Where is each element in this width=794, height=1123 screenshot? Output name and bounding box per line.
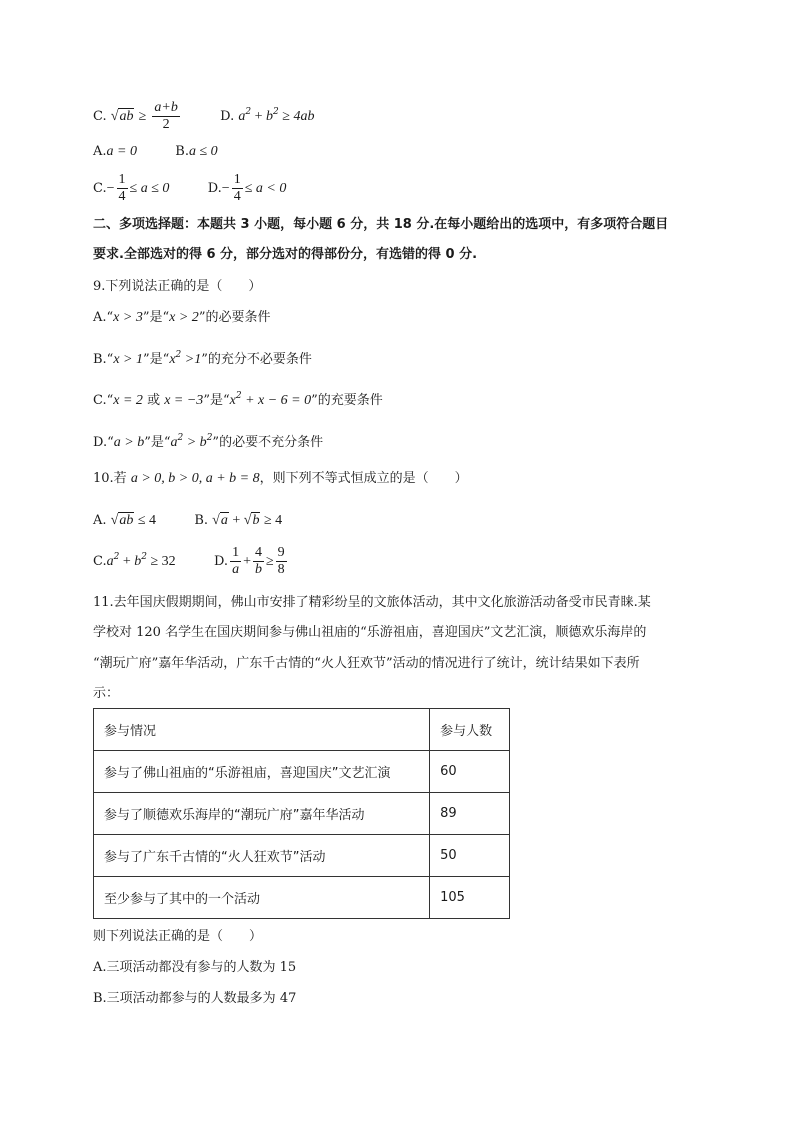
table-row bbox=[94, 877, 510, 919]
q11-option-a: A.三项活动都没有参与的人数为 15 bbox=[93, 960, 297, 975]
q11-question: 则下列说法正确的是（ ） bbox=[93, 929, 263, 944]
fraction-a-plus-b-over-2: $\frac{a+b}{2}$ bbox=[154, 100, 178, 132]
q9-option-a: A.“x > 3”是“x > 2”的必要条件 bbox=[93, 310, 271, 325]
q11-line4: 示： bbox=[93, 686, 120, 701]
table-cell: 60 bbox=[430, 751, 510, 793]
q9-option-d: D.“a > b”是“$a^2 > b^2$”的必要不充分条件 bbox=[93, 433, 324, 450]
table-header-cell: 参与人数 bbox=[430, 709, 510, 751]
table-cell: 参与了广东千古情的“火人狂欢节”活动 bbox=[94, 835, 430, 877]
fraction-1-over-4: $\frac{1}{4}$ bbox=[118, 172, 126, 204]
section-heading-line2: 要求.全部选对的得 6 分，部分选对的得部份分，有选错的得 0 分. bbox=[93, 247, 478, 262]
q11-line1: 11.去年国庆假期期间，佛山市安排了精彩纷呈的文旅体活动，其中文化旅游活动备受市民青睐.某 bbox=[93, 595, 651, 610]
participation-table bbox=[93, 708, 510, 919]
q8-options-cd: C. √ab ≥ $\frac{a+b}{2}$ D. $a^2 + b^2 \ge 4ab$ bbox=[93, 100, 315, 132]
table-cell: 至少参与了其中的一个活动 bbox=[94, 877, 430, 919]
fraction-9-over-8: $\frac{9}{8}$ bbox=[277, 545, 285, 577]
table-cell: 参与了佛山祖庙的“乐游祖庙，喜迎国庆”文艺汇演 bbox=[94, 751, 430, 793]
sqrt-b: √b bbox=[243, 513, 260, 528]
table-cell: 105 bbox=[430, 877, 510, 919]
q10-options-cd: $C.a^2 + b^2 \ge 32$ D. $\frac{1}{a}$ + $\frac{4}{b}$ ≥ $\frac{9}{8}$ bbox=[93, 545, 285, 577]
q11-option-b: B.三项活动都参与的人数最多为 47 bbox=[93, 991, 297, 1006]
table-cell: 89 bbox=[430, 793, 510, 835]
sqrt-ab: √ab bbox=[110, 109, 134, 124]
q10-stem: 10.若 a > 0, b > 0, a + b = 8，则下列不等式恒成立的是（ ） bbox=[93, 471, 468, 486]
table-row bbox=[94, 751, 510, 793]
table-row bbox=[94, 793, 510, 835]
q9-stem: 9.下列说法正确的是（ ） bbox=[93, 279, 262, 294]
table-row bbox=[94, 835, 510, 877]
sqrt-a: √a bbox=[212, 513, 228, 528]
prev-options-ab: A.a = 0 B.a ≤ 0 bbox=[93, 144, 218, 159]
table-cell: 参与了顺德欢乐海岸的“潮玩广府”嘉年华活动 bbox=[94, 793, 430, 835]
prev-options-cd: C.− $\frac{1}{4}$ ≤ a ≤ 0 D.− $\frac{1}{4}$ ≤ a < 0 bbox=[93, 172, 287, 204]
fraction-1-over-4: $\frac{1}{4}$ bbox=[233, 172, 241, 204]
q10-options-ab: A. √ab ≤ 4 B. √a + √b ≥ 4 bbox=[93, 513, 283, 528]
table-header-cell: 参与情况 bbox=[94, 709, 430, 751]
q11-line2: 学校对 120 名学生在国庆期间参与佛山祖庙的“乐游祖庙，喜迎国庆”文艺汇演，顺德欢乐海岸的 bbox=[93, 625, 647, 640]
sqrt-ab: √ab bbox=[110, 513, 134, 528]
table-header-row bbox=[94, 709, 510, 751]
q9-option-c: C.“x = 2 或 x = −3”是“$x^2 + x - 6 = 0$”的充要条件 bbox=[93, 391, 383, 408]
fraction-1-over-a: $\frac{1}{a}$ bbox=[232, 545, 240, 577]
q9-option-b: B.“x > 1”是“$x^2 >1$”的充分不必要条件 bbox=[93, 350, 312, 367]
q11-line3: “潮玩广府”嘉年华活动，广东千古情的“火人狂欢节”活动的情况进行了统计，统计结果如下表所 bbox=[93, 656, 640, 671]
fraction-4-over-b: $\frac{4}{b}$ bbox=[254, 545, 262, 577]
section-heading-line1: 二、多项选择题：本题共 3 小题，每小题 6 分，共 18 分.在每小题给出的选项中，有多项符合题目 bbox=[93, 217, 669, 232]
table-cell: 50 bbox=[430, 835, 510, 877]
